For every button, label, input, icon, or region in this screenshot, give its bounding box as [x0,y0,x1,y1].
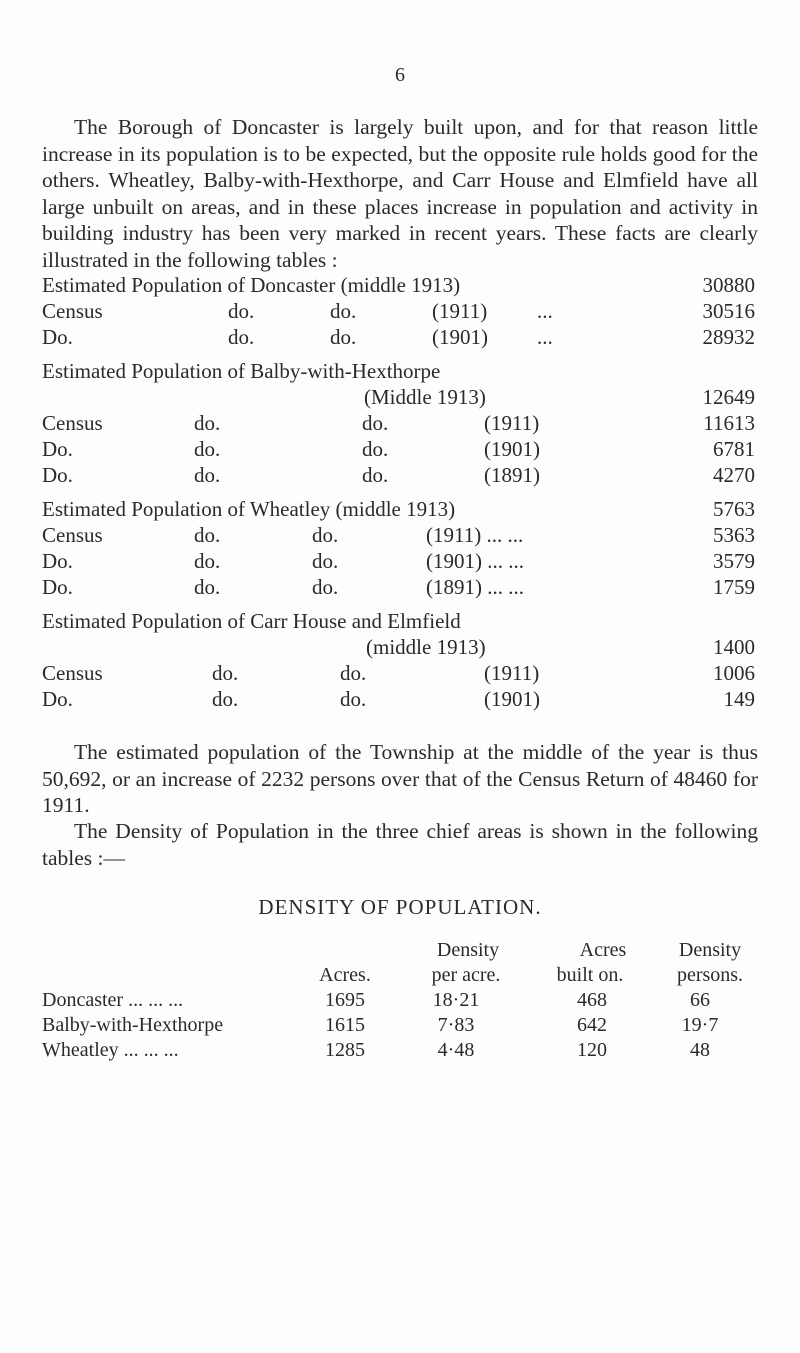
density-table-title: DENSITY OF POPULATION. [258,895,542,919]
row-col-b: do. [212,661,239,685]
row-col-c: do. [330,299,357,323]
intro-paragraph: The Borough of Doncaster is largely built upon, and for that reason little increase in its population is to be expected, but the opposite rule holds good for the others. Wheatley, Balby-with-Hexthorpe, and Carr House and Elmfield have all large unbuilt on areas, and in these places increase in population and activity in building industry has been very marked in recent years. These facts are clearly illustrated in the following tables : [42,115,758,272]
row-col-c: do. [312,575,339,599]
row-year: (1901) ... ... [426,549,524,573]
header-persons: persons. [676,964,744,986]
row-col-c: do. [340,687,367,711]
row-value: 5363 [713,523,755,547]
row-col-a: Do. [42,575,73,599]
header-per-acre: per acre. [431,964,501,986]
row-value: 5763 [713,497,755,521]
row-name: Wheatley ... ... ... [42,1039,179,1061]
header-acres-unit: Acres. [319,964,371,986]
row-col-b: do. [194,549,221,573]
row-persons: 19·7 [681,1014,719,1036]
row-col-b: do. [194,523,221,547]
wheatley-census-1901-row [0,548,800,574]
row-col-a: Do. [42,437,73,461]
carr-estimate-row-1 [0,608,800,634]
row-col-c: do. [362,463,389,487]
row-value: 1759 [713,575,755,599]
row-label: Estimated Population of Carr House and Elmfield [42,609,461,633]
row-value: 30880 [702,273,755,297]
row-year: (1901) [432,325,488,349]
balby-estimate-row-1 [0,358,800,384]
row-value: 149 [723,687,755,711]
doncaster-estimate-row [0,272,800,298]
row-year: (1911) [484,411,540,435]
row-year: (1891) [484,463,540,487]
row-col-a: Census [42,661,103,685]
density-header-bottom [0,963,800,987]
row-col-c: do. [330,325,357,349]
row-year: (1901) [484,687,540,711]
balby-estimate-row-2 [0,384,800,410]
row-col-a: Census [42,523,103,547]
row-value: 30516 [702,299,755,323]
row-persons: 48 [690,1039,710,1061]
row-label-cont: (Middle 1913) [364,385,486,409]
row-dots: ... [537,299,553,323]
wheatley-estimate-row [0,496,800,522]
row-built-on: 120 [577,1039,607,1061]
row-year: (1911) [484,661,540,685]
balby-census-1911-row [0,410,800,436]
row-col-c: do. [340,661,367,685]
balby-census-1901-row [0,436,800,462]
row-value: 1006 [713,661,755,685]
row-col-b: do. [194,463,221,487]
row-col-c: do. [312,523,339,547]
row-persons: 66 [690,989,710,1011]
row-built-on: 468 [577,989,607,1011]
row-year: (1891) ... ... [426,575,524,599]
row-col-b: do. [212,687,239,711]
header-density-2: Density [678,939,742,961]
header-acres: Acres [579,939,627,961]
row-col-a: Do. [42,325,73,349]
summary-paragraph: The estimated population of the Township at the middle of the year is thus 50,692, or an increase of 2232 persons over that of the Census Return of 48460 for 1911. [42,740,758,817]
row-value: 11613 [703,411,755,435]
row-value: 3579 [713,549,755,573]
row-density: 4·48 [437,1039,475,1061]
density-row-balby [0,1013,800,1037]
density-row-doncaster [0,988,800,1012]
row-col-b: do. [194,437,221,461]
row-name: Doncaster ... ... ... [42,989,184,1011]
row-label-cont: (middle 1913) [366,635,486,659]
row-value: 6781 [713,437,755,461]
row-density: 18·21 [432,989,480,1011]
balby-census-1891-row [0,462,800,488]
row-acres: 1615 [325,1014,365,1036]
carr-estimate-row-2 [0,634,800,660]
row-col-c: do. [312,549,339,573]
row-density: 7·83 [437,1014,475,1036]
row-col-a: Do. [42,687,73,711]
row-dots: ... [537,325,553,349]
row-col-a: Census [42,299,103,323]
row-year: (1911) [432,299,488,323]
row-acres: 1695 [325,989,365,1011]
row-value: 1400 [713,635,755,659]
row-year: (1901) [484,437,540,461]
row-col-b: do. [228,325,255,349]
row-label: Estimated Population of Doncaster (middle 1913) [42,273,461,297]
header-built-on: built on. [556,964,624,986]
page-number: 6 [395,64,405,86]
row-label: Estimated Population of Wheatley (middle 1913) [42,497,456,521]
row-built-on: 642 [577,1014,607,1036]
doncaster-census-1901-row [0,324,800,350]
row-col-a: Do. [42,549,73,573]
carr-census-1911-row [0,660,800,686]
row-value: 28932 [702,325,755,349]
row-value: 12649 [702,385,755,409]
row-col-c: do. [362,411,389,435]
carr-census-1901-row [0,686,800,712]
row-col-a: Census [42,411,103,435]
wheatley-census-1891-row [0,574,800,600]
row-acres: 1285 [325,1039,365,1061]
density-row-wheatley [0,1038,800,1062]
row-col-c: do. [362,437,389,461]
row-label: Estimated Population of Balby-with-Hexthorpe [42,359,441,383]
row-col-a: Do. [42,463,73,487]
row-name: Balby-with-Hexthorpe [42,1014,224,1036]
header-density: Density [436,939,500,961]
row-col-b: do. [194,411,221,435]
row-value: 4270 [713,463,755,487]
row-year: (1911) ... ... [426,523,524,547]
wheatley-census-1911-row [0,522,800,548]
density-intro-paragraph: The Density of Population in the three chief areas is shown in the following tables :— [42,819,758,870]
row-col-b: do. [228,299,255,323]
density-header-top [0,938,800,962]
row-col-b: do. [194,575,221,599]
doncaster-census-1911-row [0,298,800,324]
